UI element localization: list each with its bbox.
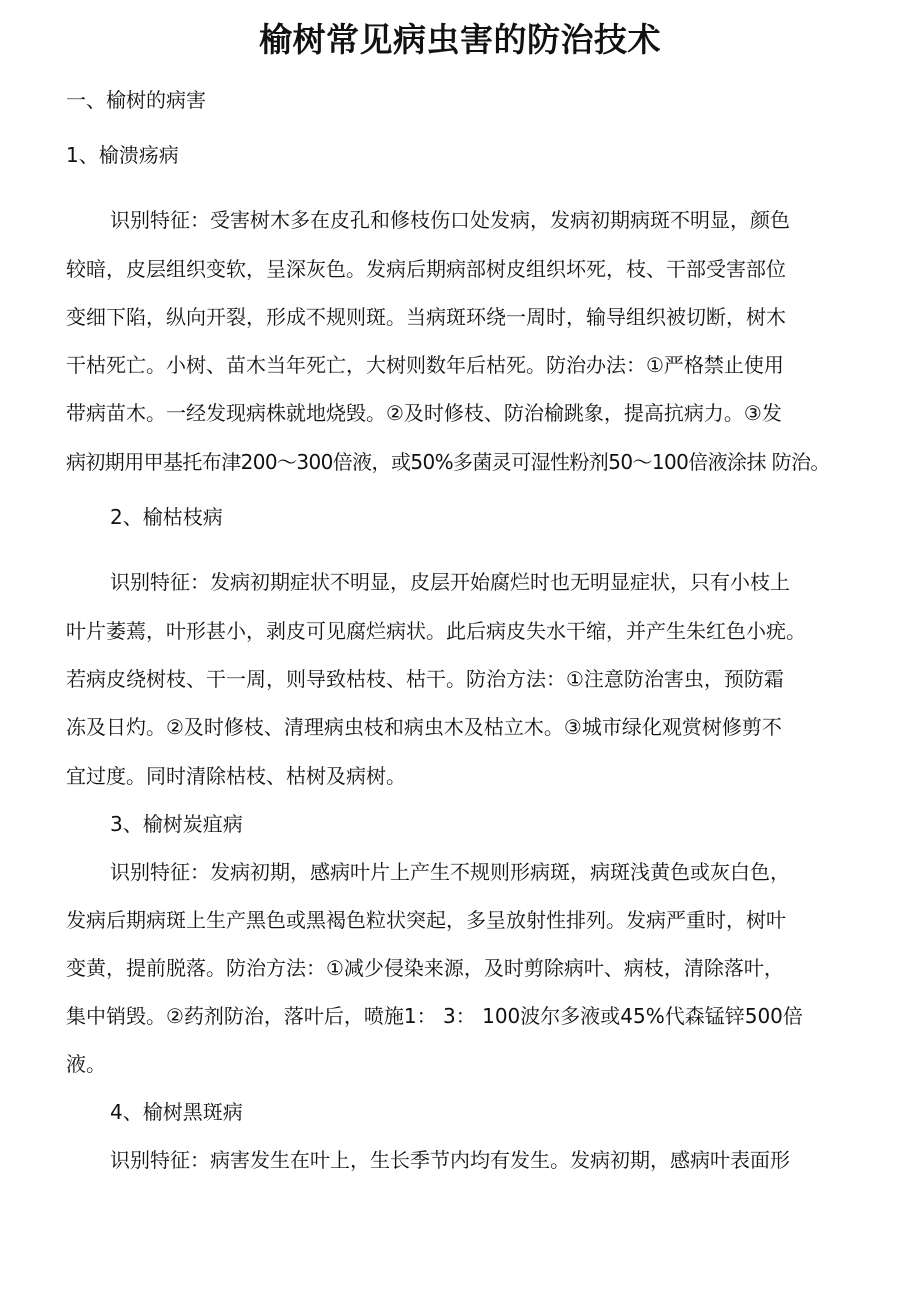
disease-1-line: 病初期用甲基托布津200～300倍液，或50%多菌灵可湿性粉剂50～100倍液涂抹 防治。 [66,450,830,474]
disease-1-line: 识别特征：受害树木多在皮孔和修枝伤口处发病，发病初期病斑不明显，颜色 [110,208,790,232]
document-title: 榆树常见病虫害的防治技术 [259,20,661,59]
disease-3-line: 变黄，提前脱落。防治方法：①减少侵染来源，及时剪除病叶、病枝，清除落叶， [66,956,784,980]
disease-3-line: 发病后期病斑上生产黑色或黑褐色粒状突起，多呈放射性排列。发病严重时，树叶 [66,908,786,932]
disease-2-line: 识别特征：发病初期症状不明显，皮层开始腐烂时也无明显症状，只有小枝上 [110,570,790,594]
disease-4-heading: 4、榆树黑斑病 [110,1100,243,1124]
section-heading-diseases: 一、榆树的病害 [66,88,206,112]
disease-1-line: 变细下陷，纵向开裂，形成不规则斑。当病斑环绕一周时，输导组织被切断，树木 [66,305,786,329]
disease-2-line: 若病皮绕树枝、干一周，则导致枯枝、枯干。防治方法：①注意防治害虫，预防霜 [66,667,784,691]
disease-1-heading: 1、榆溃疡病 [66,143,179,167]
disease-2-line: 冻及日灼。②及时修枝、清理病虫枝和病虫木及枯立木。③城市绿化观赏树修剪不 [66,715,782,739]
disease-3-line: 液。 [66,1052,106,1076]
disease-2-line: 宜过度。同时清除枯枝、枯树及病树。 [66,764,406,788]
disease-3-line: 集中销毁。②药剂防治，落叶后，喷施1： 3： 100波尔多液或45%代森锰锌500倍 [66,1004,803,1028]
disease-3-line: 识别特征：发病初期，感病叶片上产生不规则形病斑，病斑浅黄色或灰白色， [110,860,790,884]
disease-1-line: 带病苗木。一经发现病株就地烧毁。②及时修枝、防治榆跳象，提高抗病力。③发 [66,401,782,425]
disease-3-heading: 3、榆树炭疽病 [110,812,243,836]
disease-4-line: 识别特征：病害发生在叶上，生长季节内均有发生。发病初期，感病叶表面形 [110,1148,790,1172]
disease-2-heading: 2、榆枯枝病 [110,505,223,529]
disease-1-line: 较暗，皮层组织变软，呈深灰色。发病后期病部树皮组织坏死，枝、干部受害部位 [66,257,786,281]
disease-1-line: 干枯死亡。小树、苗木当年死亡，大树则数年后枯死。防治办法：①严格禁止使用 [66,353,784,377]
disease-2-line: 叶片萎蔫，叶形甚小，剥皮可见腐烂病状。此后病皮失水干缩，并产生朱红色小疣。 [66,619,806,643]
